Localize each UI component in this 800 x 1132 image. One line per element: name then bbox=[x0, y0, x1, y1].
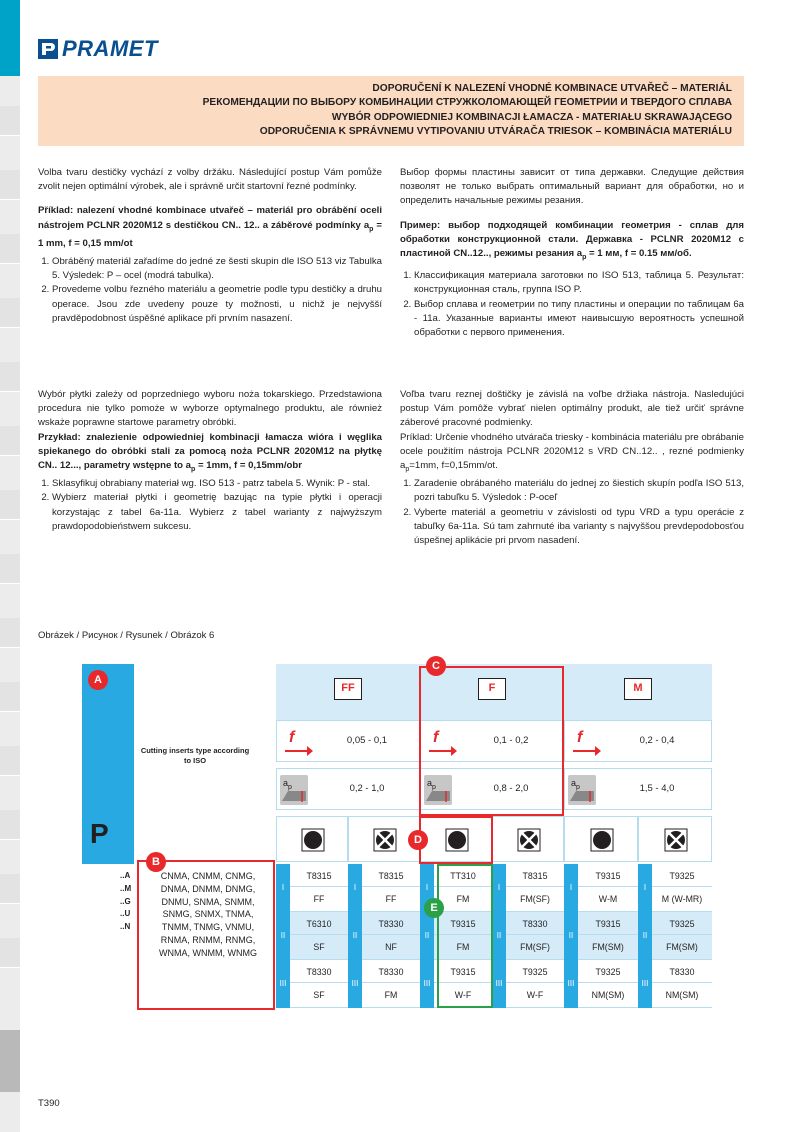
grade-name: T9315 bbox=[578, 870, 638, 887]
depth-cell-ff bbox=[276, 768, 420, 810]
feed-value: 0,05 - 0,1 bbox=[346, 735, 388, 746]
text-block-cz bbox=[38, 166, 382, 326]
application-level: III bbox=[564, 960, 578, 1008]
geometry-name: NF bbox=[385, 942, 397, 952]
example-paragraph: Пример: выбор подходящей комбинации геометрия - сплав для обработки конструкционной стали. Державка - PCLNR 2020M12 с пластиной CN..12.., режимы резания $a_p = 1$ мм, f = 0.15 мм/об. bbox=[400, 219, 744, 261]
figure-caption: Obrázek / Рисунок / Rysunek / Obrázok 6 bbox=[38, 630, 215, 641]
feed-cell-ff bbox=[276, 720, 420, 762]
list-item: 1. Zaradenie obrábaného materiálu do jednej zo šiestich skupín podľa ISO 513, pozri tabuľku 5. Výsledok : P-oceľ bbox=[414, 477, 744, 505]
list-item: 2. Provedeme volbu řezného materiálu a geometrie podle typu destičky a druhu operace. Jsou zde uvedeny pouze ty možnosti, u nichž je nejvyšší pravděpodobnost úspěšné aplikace při prvním nasazení. bbox=[52, 283, 382, 326]
geometry-name: W-F bbox=[454, 990, 472, 1000]
grade-cell bbox=[578, 912, 638, 960]
grade-cell bbox=[652, 960, 712, 1008]
grade-name: T9315 bbox=[578, 918, 638, 935]
grade-name: T8315 bbox=[362, 870, 420, 887]
list-item: 1. Obráběný materiál zařadíme do jedné ze šesti skupin dle ISO 513 viz Tabulka 5. Výsledek: P – ocel (modrá tabulka). bbox=[52, 255, 382, 283]
application-level: II bbox=[638, 912, 652, 960]
grade-name: T8330 bbox=[506, 918, 564, 935]
header-band bbox=[38, 76, 744, 146]
application-level: I bbox=[564, 864, 578, 912]
geometry-name: FM(SF) bbox=[520, 894, 550, 904]
grade-cell bbox=[652, 912, 712, 960]
grade-name: T8315 bbox=[290, 870, 348, 887]
chipbreaker-ff-icon: FF bbox=[334, 678, 362, 700]
grade-cell bbox=[362, 960, 420, 1008]
application-level: III bbox=[420, 960, 434, 1008]
section-tab bbox=[0, 810, 20, 840]
application-level: I bbox=[420, 864, 434, 912]
logo-text: PRAMET bbox=[62, 36, 158, 61]
text-block-sk bbox=[400, 388, 744, 548]
application-level: I bbox=[348, 864, 362, 912]
grade-name: T8330 bbox=[362, 966, 420, 983]
depth-cell-m bbox=[564, 768, 712, 810]
geometry-name: FM(SM) bbox=[666, 942, 698, 952]
grade-cell bbox=[362, 864, 420, 912]
depth-of-cut-icon: $a_p$ bbox=[568, 775, 596, 805]
marker-c: C bbox=[426, 656, 446, 676]
cross-insert-icon bbox=[517, 828, 541, 852]
chipbreaker-f-icon: F bbox=[478, 678, 506, 700]
geometry-name: FF bbox=[313, 894, 325, 904]
marker-b: B bbox=[146, 852, 166, 872]
geometry-name: SF bbox=[313, 990, 325, 1000]
grade-cell bbox=[506, 960, 564, 1008]
grade-cell bbox=[578, 960, 638, 1008]
feed-value: 0,2 - 0,4 bbox=[639, 735, 675, 746]
feed-arrow-icon bbox=[283, 745, 313, 757]
highlight-box-e bbox=[437, 864, 493, 1008]
application-level: III bbox=[276, 960, 290, 1008]
section-tab bbox=[0, 682, 20, 712]
geometry-name: FM(SM) bbox=[592, 942, 624, 952]
section-tab bbox=[0, 362, 20, 392]
geometry-name: FM bbox=[456, 894, 470, 904]
geometry-name: NM(SM) bbox=[591, 990, 625, 1000]
section-tab bbox=[0, 490, 20, 520]
text-block-ru bbox=[400, 166, 744, 340]
example-paragraph: Príklad: Určenie vhodného utvárača triesky - kombinácia materiálu pre obrábanie ocele použitím nástroja PCLNR 2020M12 s VRD CN..12.. , rezné podmienky $a_p=1mm$, f=0,15mm/ot. bbox=[400, 431, 744, 473]
list-item: 2. Выбор сплава и геометрии по типу пластины и операции по таблицам 6a - 11a. Указанные варианты имеют наивысшую вероятность успешной обработки с первого применения. bbox=[414, 298, 744, 341]
grade-cell bbox=[290, 912, 348, 960]
geometry-name: FF bbox=[385, 894, 397, 904]
application-level: II bbox=[348, 912, 362, 960]
grade-cell bbox=[578, 864, 638, 912]
grade-name: T8315 bbox=[506, 870, 564, 887]
text-block-pl bbox=[38, 388, 382, 534]
geometry-name: NM(SM) bbox=[665, 990, 699, 1000]
chipbreaker-m-icon: M bbox=[624, 678, 652, 700]
application-level: II bbox=[276, 912, 290, 960]
section-tab bbox=[0, 106, 20, 136]
feed-value: 0,1 - 0,2 bbox=[493, 735, 529, 746]
section-tab bbox=[0, 298, 20, 328]
intro-paragraph: Выбор формы пластины зависит от типа державки. Следущие действия позволят не только выбрать оптимальный вариант для обработки, но и определить начальные режимы резания. bbox=[400, 167, 744, 207]
grade-cell bbox=[290, 864, 348, 912]
grade-name: T8330 bbox=[290, 966, 348, 983]
iso-insert-types: CNMA, CNMM, CNMG, DNMA, DNMM, DNMG, DNMU, SNMA, SNMM, SNMG, SNMX, TNMA, TNMM, TNMG, VNMU, RNMA, RNMM, RNMG, WNMA, WNMM, WNMG bbox=[159, 871, 257, 958]
application-level: II bbox=[492, 912, 506, 960]
application-level: I bbox=[492, 864, 506, 912]
depth-value: 1,5 - 4,0 bbox=[639, 783, 675, 794]
highlight-box-c bbox=[419, 666, 564, 816]
pramet-logo-icon bbox=[38, 39, 58, 59]
steps-list bbox=[38, 477, 382, 534]
section-tab bbox=[0, 554, 20, 584]
geometry-name: FM bbox=[456, 942, 470, 952]
header-title-ru: РЕКОМЕНДАЦИИ ПО ВЫБОРУ КОМБИНАЦИИ СТРУЖКОЛОМАЮЩЕЙ ГЕОМЕТРИИ И ТВЕРДОГО СПЛАВА bbox=[202, 97, 732, 109]
section-tab-dark bbox=[0, 1030, 20, 1092]
grade-name: T8330 bbox=[362, 918, 420, 935]
grade-name: T9325 bbox=[652, 918, 712, 935]
depth-of-cut-icon: $a_p$ bbox=[424, 775, 452, 805]
geometry-name: FM(SF) bbox=[520, 942, 550, 952]
example-paragraph: Příklad: nalezení vhodné kombinace utvařeč – materiál pro obrábění oceli nástrojem PCLNR 2020M12 s destičkou CN.. 12.. a záběrové podmínky $a_p = 1$ mm, f = 0,15 mm/ot bbox=[38, 205, 382, 249]
highlight-box-d bbox=[419, 816, 493, 864]
marker-e: E bbox=[424, 898, 444, 918]
highlight-box-b bbox=[137, 860, 275, 1010]
grade-cell bbox=[290, 960, 348, 1008]
side-tab-strip bbox=[0, 0, 20, 1132]
feed-arrow-icon bbox=[571, 745, 601, 757]
list-item: 2. Wybierz materiał płytki i geometrię bazując na typie płytki i operacji korzystając z tabel 6a-11a. Wybierz z tabel warianty z najwyższym prawdopodobieństwem sukcesu. bbox=[52, 491, 382, 534]
feed-arrow-icon: f bbox=[577, 729, 583, 746]
grade-name: T9315 bbox=[434, 918, 492, 935]
grade-name: TT310 bbox=[434, 870, 492, 887]
grade-name: T9325 bbox=[506, 966, 564, 983]
intro-paragraph: Wybór płytki zależy od poprzedniego wyboru noża tokarskiego. Przedstawiona procedura nie tylko pomoże w wyborze optymalnego produktu, ale również wskaże poprawne startowe parametry obróbki. bbox=[38, 389, 382, 429]
grade-name: T9325 bbox=[652, 870, 712, 887]
geometry-name: W-F bbox=[526, 990, 544, 1000]
selection-figure bbox=[82, 660, 712, 1010]
list-item: 2. Vyberte materiál a geometriu v závislosti od typu VRD a typu operácie z tabuľky 6a-11a. Sú tam zahrnuté iba varianty s najvyššou prevdepodobosťou úspešnej aplikácie pri prvom nasadení. bbox=[414, 506, 744, 549]
steps-list bbox=[400, 269, 744, 340]
marker-a: A bbox=[88, 670, 108, 690]
header-title-pl: WYBÓR ODPOWIEDNIEJ KOMBINACJI ŁAMACZA - MATERIAŁU SKRAWAJĄCEGO bbox=[331, 111, 732, 123]
cross-insert-icon bbox=[664, 828, 688, 852]
cross-insert-icon bbox=[373, 828, 397, 852]
grade-name: T6310 bbox=[290, 918, 348, 935]
section-tab bbox=[0, 938, 20, 968]
application-level: III bbox=[638, 960, 652, 1008]
list-item: 1. Классификация материала заготовки по ISO 513, таблица 5. Результат: конструкционная сталь, группа ISO P. bbox=[414, 269, 744, 297]
depth-value: 0,2 - 1,0 bbox=[349, 783, 385, 794]
section-tab bbox=[0, 170, 20, 200]
chipbreaker-header-m bbox=[564, 664, 712, 720]
grade-cell bbox=[506, 912, 564, 960]
grade-cell bbox=[362, 912, 420, 960]
section-tab bbox=[0, 746, 20, 776]
section-tab bbox=[0, 874, 20, 904]
marker-d: D bbox=[408, 830, 428, 850]
application-level: III bbox=[492, 960, 506, 1008]
grade-name: T9325 bbox=[578, 966, 638, 983]
grade-cell bbox=[506, 864, 564, 912]
feed-arrow-icon: f bbox=[289, 729, 295, 746]
feed-cell-m bbox=[564, 720, 712, 762]
header-title-sk: ODPORUČENIA K SPRÁVNEMU VYTIPOVANIU UTVÁRAČA TRIESOK – KOMBINÁCIA MATERIÁLU bbox=[259, 125, 732, 137]
section-tab bbox=[0, 426, 20, 456]
example-paragraph: Przykład: znalezienie odpowiedniej kombinacji łamacza wióra i węglika spiekanego do obróbki stali za pomocą noża PCLNR 2020M12 na płytkę CN.. 12..., parametry wstępne to $a_p = 1mm$, f = 0,15mm/obr bbox=[38, 431, 382, 473]
depth-value: 0,8 - 2,0 bbox=[493, 783, 529, 794]
intro-paragraph: Volba tvaru destičky vychází z volby držáku. Následující postup Vám pomůže zvolit nejen optimální výrobek, ale i správně určit startovní řezné podmínky. bbox=[38, 167, 382, 193]
intro-paragraph: Voľba tvaru reznej doštičky je závislá na voľbe držiaka nástroja. Nasledujúci postup Vám pomôže vybrať nielen optimálny produkt, ale tiež určiť správne záberové pracovné podmienky. bbox=[400, 389, 744, 429]
shape-cell-cross bbox=[638, 816, 712, 862]
section-tab-active bbox=[0, 0, 20, 76]
geometry-name: W-M bbox=[598, 894, 618, 904]
list-item: 1. Sklasyfikuj obrabiany materiał wg. ISO 513 - patrz tabela 5. Wynik: P - stal. bbox=[52, 477, 382, 491]
page-number: T390 bbox=[38, 1098, 60, 1109]
geometry-name: FM bbox=[384, 990, 398, 1000]
header-title-cz: DOPORUČENÍ K NALEZENÍ VHODNÉ KOMBINACE UTVAŘEČ – MATERIÁL bbox=[372, 83, 732, 94]
steps-list bbox=[38, 255, 382, 326]
application-level: II bbox=[420, 912, 434, 960]
chipbreaker-header-ff bbox=[276, 664, 420, 720]
material-group-label: P bbox=[90, 818, 109, 849]
application-level: I bbox=[276, 864, 290, 912]
shape-cell-cross bbox=[492, 816, 564, 862]
steps-list bbox=[400, 477, 744, 548]
round-insert-icon bbox=[301, 828, 325, 852]
grade-name: T9315 bbox=[434, 966, 492, 983]
section-tab bbox=[0, 618, 20, 648]
geometry-name: SF bbox=[313, 942, 325, 952]
feed-arrow-icon: f bbox=[433, 729, 439, 746]
depth-of-cut-icon: $a_p$ bbox=[280, 775, 308, 805]
shape-cell-round bbox=[564, 816, 638, 862]
section-tab bbox=[0, 234, 20, 264]
round-insert-icon bbox=[590, 828, 614, 852]
material-group-column bbox=[82, 664, 134, 864]
grade-name: T8330 bbox=[652, 966, 712, 983]
geometry-name: M (W-MR) bbox=[661, 894, 703, 904]
application-level: I bbox=[638, 864, 652, 912]
application-level: III bbox=[348, 960, 362, 1008]
shape-cell-round bbox=[276, 816, 348, 862]
iso-type-label: Cutting inserts type according to ISO bbox=[140, 746, 250, 765]
application-level: II bbox=[564, 912, 578, 960]
grade-cell bbox=[652, 864, 712, 912]
pramet-logo bbox=[38, 36, 158, 62]
series-list: ..A ..M ..G ..U ..N bbox=[120, 871, 132, 932]
